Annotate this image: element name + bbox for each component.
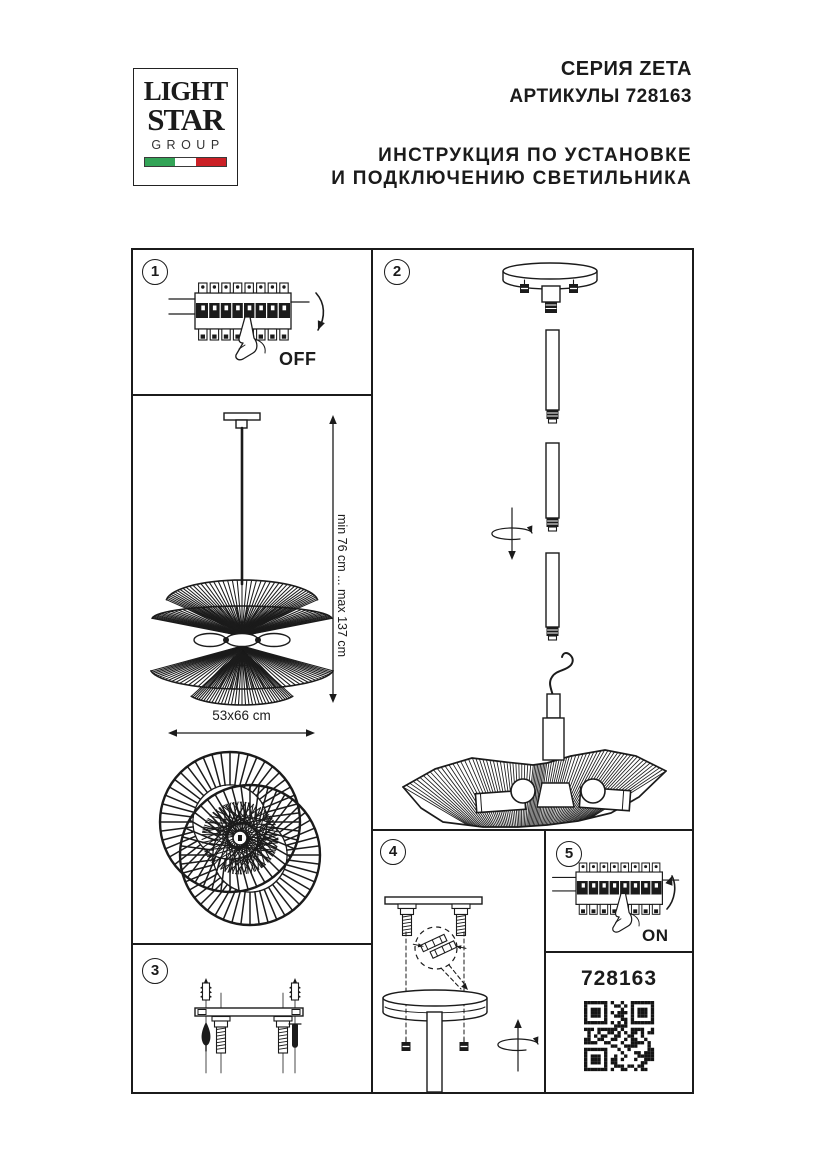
flag-red: [196, 158, 226, 166]
italian-flag-stripe: [144, 157, 227, 167]
instruction-title-line2: И ПОДКЛЮЧЕНИЮ СВЕТИЛЬНИКА: [331, 168, 692, 189]
instruction-board: [131, 248, 694, 1094]
step-3-panel: [133, 945, 373, 1092]
step-4-canopy-mount-illustration: [373, 831, 544, 1092]
width-dimension-label: 53x66 cm: [212, 708, 271, 723]
logo-word-star: STAR: [147, 102, 224, 137]
logo-word-light: LIGHT: [143, 76, 228, 106]
series-title: СЕРИЯ ZETA: [560, 58, 692, 80]
step-2-rod-assembly-illustration: [373, 250, 692, 829]
dimensions-panel: [133, 396, 373, 945]
flag-green: [145, 158, 175, 166]
qr-code: [546, 953, 692, 1092]
step-1-panel: [133, 250, 373, 396]
lightstar-logo: [133, 68, 238, 186]
step-1-breaker-off-illustration: [133, 250, 371, 394]
on-label: ON: [642, 926, 669, 945]
step-3-bracket-illustration: [133, 945, 371, 1092]
step-3-badge: 3: [142, 958, 168, 984]
step-2-badge: 2: [384, 259, 410, 285]
step-5-badge: 5: [556, 841, 582, 867]
step-5-panel: [546, 831, 692, 953]
step-4-badge: 4: [380, 839, 406, 865]
step-4-panel: [373, 831, 546, 1092]
logo-word-group: GROUP: [151, 138, 225, 153]
height-dimension-label: min 76 cm ... max 137 cm: [335, 514, 349, 658]
off-label: OFF: [279, 349, 317, 369]
article-title: АРТИКУЛЫ 728163: [509, 86, 692, 107]
qr-panel: [546, 953, 692, 1092]
step-2-panel: [373, 250, 692, 831]
instruction-title-line1: ИНСТРУКЦИЯ ПО УСТАНОВКЕ: [378, 145, 692, 166]
step-1-badge: 1: [142, 259, 168, 285]
document-titles: [331, 58, 692, 192]
qr-article-number: 728163: [580, 967, 658, 990]
flag-white: [175, 158, 196, 166]
